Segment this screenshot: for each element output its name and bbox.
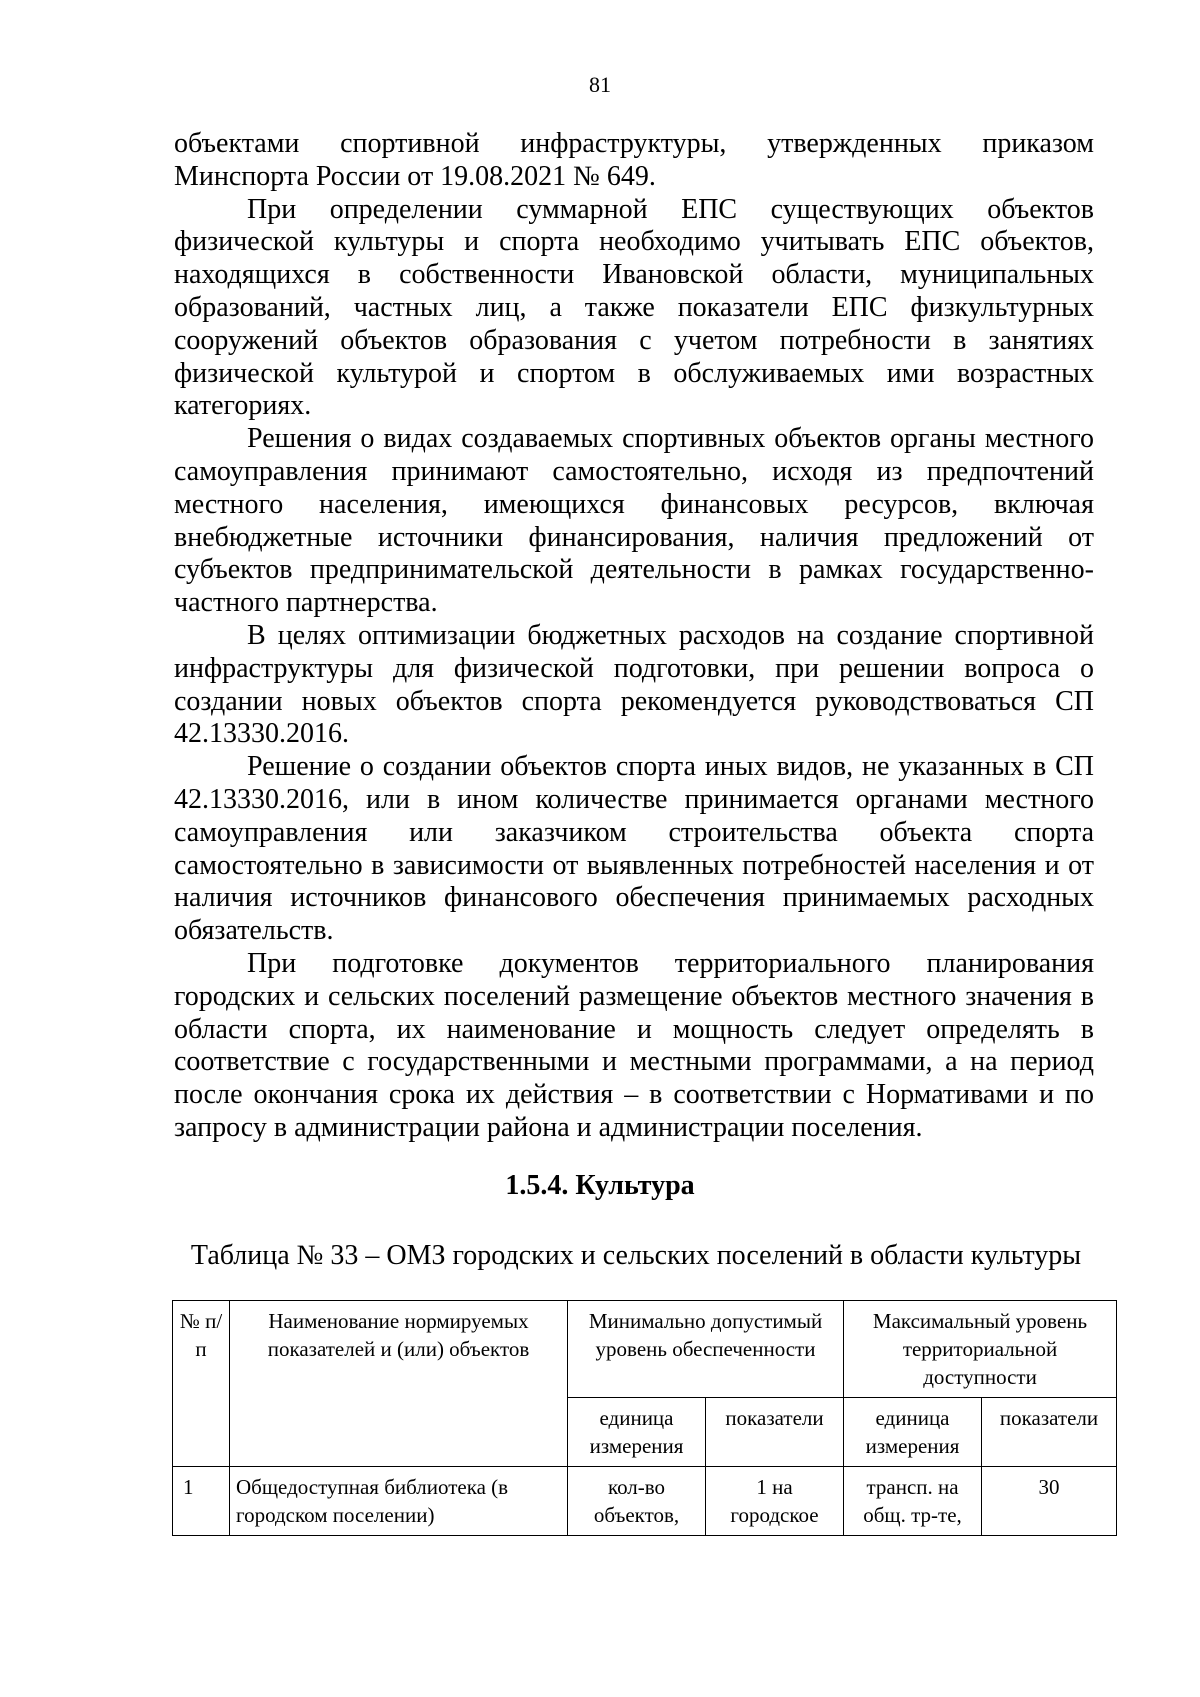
header-value-min: показатели	[706, 1398, 844, 1467]
cell-name: Общедоступная библиотека (в городском поселении)	[230, 1467, 568, 1536]
page-number: 81	[589, 72, 611, 97]
paragraph: В целях оптимизации бюджетных расходов на создание спортивной инфраструктуры для физической подготовки, при решении вопроса о создании новых объектов спорта рекомендуется руководствоваться СП 42.13330.2016.	[174, 619, 1094, 750]
cell-max-unit: трансп. на общ. тр-те,	[844, 1467, 982, 1536]
body-text	[174, 128, 1094, 1145]
header-name: Наименование нормируемых показателей и (или) объектов	[230, 1301, 568, 1467]
norms-table	[172, 1300, 1117, 1536]
cell-min-unit: кол-во объектов,	[568, 1467, 706, 1536]
header-unit-max: единица измерения	[844, 1398, 982, 1467]
paragraph: объектами спортивной инфраструктуры, утвержденных приказом Минспорта России от 19.08.2021 № 649.	[174, 128, 1094, 192]
paragraph: При определении суммарной ЕПС существующих объектов физической культуры и спорта необходимо учитывать ЕПС объектов, находящихся в собственности Ивановской области, муниципальных образований, частных лиц, а также показатели ЕПС физкультурных сооружений объектов образования с учетом потребности в занятиях физической культурой и спортом в обслуживаемых ими возрастных категориях.	[174, 193, 1094, 422]
cell-min-value: 1 на городское	[706, 1467, 844, 1536]
table-header-row	[173, 1301, 1117, 1398]
header-value-max: показатели	[982, 1398, 1117, 1467]
table-caption: Таблица № 33 – ОМЗ городских и сельских поселений в области культуры	[190, 1240, 1082, 1271]
header-min-level: Минимально допустимый уровень обеспеченности	[568, 1301, 844, 1398]
header-num: № п/п	[173, 1301, 230, 1467]
paragraph: При подготовке документов территориального планирования городских и сельских поселений размещение объектов местного значения в области спорта, их наименование и мощность следует определять в соответствие с государственными и местными программами, а на период после окончания срока их действия – в соответствии с Нормативами и по запросу в администрации района и администрации поселения.	[174, 947, 1094, 1143]
section-heading: 1.5.4. Культура	[505, 1170, 695, 1201]
paragraph: Решения о видах создаваемых спортивных объектов органы местного самоуправления принимают самостоятельно, исходя из предпочтений местного населения, имеющихся финансовых ресурсов, включая внебюджетные источники финансирования, наличия предложений от субъектов предпринимательской деятельности в рамках государственно-частного партнерства.	[174, 423, 1094, 619]
cell-num: 1	[173, 1467, 230, 1536]
header-max-level: Максимальный уровень территориальной доступности	[844, 1301, 1117, 1398]
header-unit-min: единица измерения	[568, 1398, 706, 1467]
cell-max-value: 30	[982, 1467, 1117, 1536]
table-row	[173, 1467, 1117, 1536]
paragraph: Решение о создании объектов спорта иных видов, не указанных в СП 42.13330.2016, или в ином количестве принимается органами местного самоуправления или заказчиком строительства объекта спорта самостоятельно в зависимости от выявленных потребностей населения и от наличия источников финансового обеспечения принимаемых расходных обязательств.	[174, 751, 1094, 947]
